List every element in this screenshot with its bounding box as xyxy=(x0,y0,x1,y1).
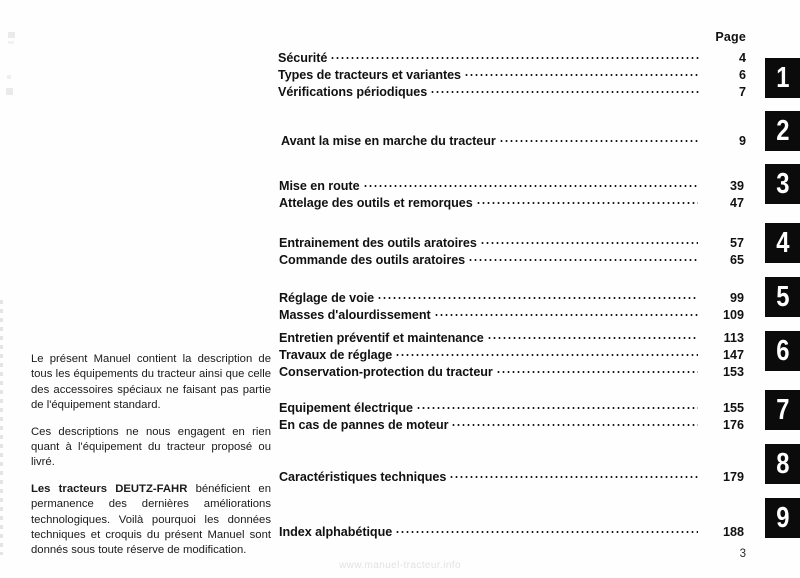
toc-entry-page: 109 xyxy=(722,308,744,322)
toc-entry-page: 188 xyxy=(722,525,744,539)
toc-entry-title: Travaux de réglage xyxy=(279,348,393,362)
toc-group-8 xyxy=(279,469,747,486)
section-tab-4[interactable] xyxy=(765,223,800,263)
toc-entry[interactable] xyxy=(279,469,744,486)
intro-paragraph-1: Le présent Manuel contient la description de tous les équipements du tracteur ainsi que celle des accessoires spéciaux ne faisant pas partie de l'équipement standard. xyxy=(31,353,271,412)
toc-entry-page: 155 xyxy=(722,401,744,415)
section-tab-label: 8 xyxy=(776,448,789,480)
section-tab-label: 9 xyxy=(776,502,789,534)
scan-artifact xyxy=(8,32,15,38)
toc-entry-page: 113 xyxy=(723,331,744,345)
toc-entry[interactable] xyxy=(279,417,744,434)
section-tab-2[interactable] xyxy=(765,111,800,151)
intro-note xyxy=(31,352,271,559)
toc-entry[interactable] xyxy=(279,524,744,541)
toc-entry-title: Commande des outils aratoires xyxy=(279,253,466,267)
toc-dot-leader xyxy=(395,524,698,536)
section-tab-label: 7 xyxy=(776,394,789,426)
section-tab-1[interactable] xyxy=(765,58,800,98)
intro-paragraph-3-rest: bénéficient en permanence des dernières améliorations technologiques. Voilà pourquoi les données techniques et croquis du présent Manuel sont donnés sous toute réserve de modification. xyxy=(31,482,271,557)
intro-paragraph-2: Ces descriptions ne nous engagent en rien quant à l'équipement du tracteur proposé ou livré. xyxy=(31,425,271,469)
intro-brand-emphasis: Les tracteurs DEUTZ-FAHR xyxy=(31,482,188,495)
toc-dot-leader xyxy=(430,84,700,96)
toc-dot-leader xyxy=(468,252,698,264)
toc-entry-title: Index alphabétique xyxy=(279,525,393,539)
section-tab-label: 4 xyxy=(776,227,789,259)
section-tab-label: 2 xyxy=(776,115,789,147)
toc-dot-leader xyxy=(363,178,698,190)
section-tab-3[interactable] xyxy=(765,164,800,204)
toc-entry-title: En cas de pannes de moteur xyxy=(279,418,449,432)
toc-entry[interactable] xyxy=(281,133,746,150)
toc-entry[interactable] xyxy=(278,67,746,84)
toc-entry-title: Equipement électrique xyxy=(279,401,414,415)
section-tab-label: 3 xyxy=(776,168,789,200)
toc-entry-title: Types de tracteurs et variantes xyxy=(278,68,462,82)
toc-entry-title: Avant la mise en marche du tracteur xyxy=(281,134,496,148)
toc-group-7 xyxy=(279,400,747,434)
section-tab-5[interactable] xyxy=(765,277,800,317)
toc-entry[interactable] xyxy=(279,178,744,195)
toc-group-5 xyxy=(279,290,747,324)
toc-dot-leader xyxy=(395,347,698,359)
toc-entry-title: Attelage des outils et remorques xyxy=(279,196,473,210)
toc-entry-title: Sécurité xyxy=(278,51,328,65)
section-tab-label: 1 xyxy=(776,62,789,94)
toc-entry-page: 47 xyxy=(729,196,744,210)
toc-dot-leader xyxy=(330,50,700,62)
toc-entry-page: 147 xyxy=(722,348,744,362)
toc-entry-page: 9 xyxy=(738,134,746,148)
toc-entry-title: Entrainement des outils aratoires xyxy=(279,236,477,250)
toc-dot-leader xyxy=(416,400,698,412)
scan-edge-streak xyxy=(0,300,3,555)
toc-entry[interactable] xyxy=(279,290,744,307)
toc-group-6 xyxy=(279,330,747,381)
toc-dot-leader xyxy=(496,364,698,376)
toc-dot-leader xyxy=(449,469,698,481)
toc-entry[interactable] xyxy=(279,400,744,417)
toc-dot-leader xyxy=(377,290,698,302)
toc-entry[interactable] xyxy=(278,84,746,101)
toc-group-4 xyxy=(279,235,747,269)
toc-entry[interactable] xyxy=(279,195,744,212)
section-tab-8[interactable] xyxy=(765,444,800,484)
toc-dot-leader xyxy=(434,307,698,319)
toc-dot-leader xyxy=(499,133,700,145)
toc-entry-page: 153 xyxy=(722,365,744,379)
toc-entry-title: Réglage de voie xyxy=(279,291,375,305)
toc-dot-leader xyxy=(464,67,700,79)
scan-artifact xyxy=(7,75,11,79)
toc-group-3 xyxy=(279,178,747,212)
page-folio-number: 3 xyxy=(739,548,746,560)
toc-entry-title: Masses d'alourdissement xyxy=(279,308,431,322)
toc-entry-page: 6 xyxy=(738,68,746,82)
toc-entry-page: 57 xyxy=(729,236,744,250)
toc-entry[interactable] xyxy=(279,252,744,269)
scan-artifact xyxy=(8,41,14,44)
section-tab-label: 6 xyxy=(776,335,789,367)
section-tab-7[interactable] xyxy=(765,390,800,430)
page-column-header: Page xyxy=(715,30,746,44)
toc-entry[interactable] xyxy=(278,50,746,67)
toc-entry-title: Conservation-protection du tracteur xyxy=(279,365,493,379)
section-tab-6[interactable] xyxy=(765,331,800,371)
intro-paragraph-3 xyxy=(31,482,271,559)
toc-group-9 xyxy=(279,524,747,541)
toc-dot-leader xyxy=(480,235,698,247)
toc-entry-page: 4 xyxy=(738,51,746,65)
toc-entry-title: Vérifications périodiques xyxy=(278,85,428,99)
toc-entry-page: 65 xyxy=(729,253,744,267)
toc-entry-page: 7 xyxy=(738,85,746,99)
toc-group-1 xyxy=(278,50,746,101)
toc-entry-title: Entretien préventif et maintenance xyxy=(279,331,484,345)
scan-artifact xyxy=(6,88,13,95)
section-tab-9[interactable] xyxy=(765,498,800,538)
toc-entry[interactable] xyxy=(279,235,744,252)
section-tab-label: 5 xyxy=(776,281,789,313)
toc-entry-page: 176 xyxy=(722,418,744,432)
toc-entry-page: 99 xyxy=(729,291,744,305)
toc-entry-page: 179 xyxy=(722,470,744,484)
toc-dot-leader xyxy=(476,195,698,207)
toc-dot-leader xyxy=(487,330,698,342)
toc-entry-title: Caractéristiques techniques xyxy=(279,470,447,484)
toc-entry[interactable] xyxy=(279,307,744,324)
toc-dot-leader xyxy=(451,417,698,429)
toc-entry[interactable] xyxy=(279,330,744,347)
toc-entry[interactable] xyxy=(279,364,744,381)
toc-group-2 xyxy=(281,133,749,150)
site-watermark: www.manuel-tracteur.info xyxy=(339,560,461,571)
toc-entry[interactable] xyxy=(279,347,744,364)
toc-entry-title: Mise en route xyxy=(279,179,360,193)
toc-entry-page: 39 xyxy=(729,179,744,193)
